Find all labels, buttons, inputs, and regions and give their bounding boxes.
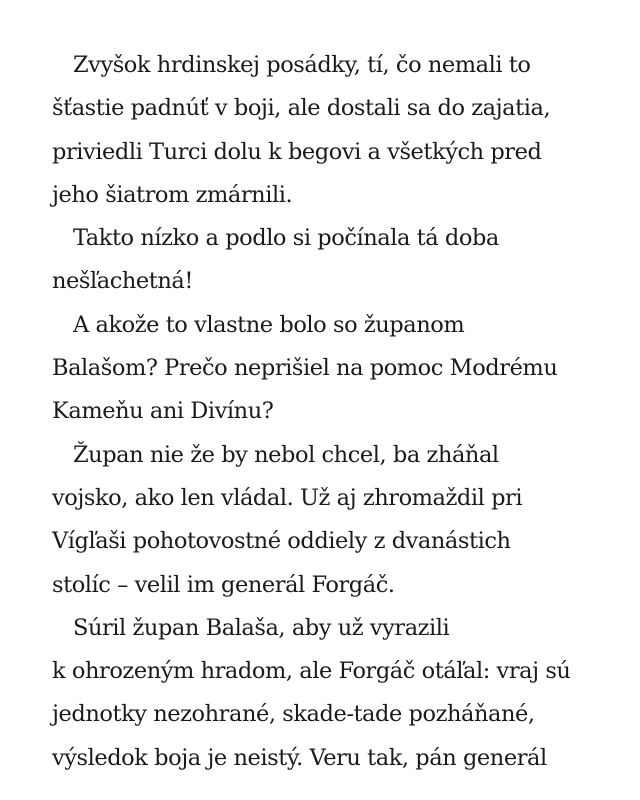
text-line: Vígľaši pohotovostné oddiely z dvanástich xyxy=(52,528,511,555)
text-line: Župan nie že by nebol chcel, ba zháňal xyxy=(73,441,499,468)
text-line: k ohrozeným hradom, ale Forgáč otáľal: vraj sú xyxy=(52,658,571,685)
text-line: šťastie padnúť v boji, ale dostali sa do zajatia, xyxy=(52,95,551,122)
text-line: Zvyšok hrdinskej posádky, tí, čo nemali to xyxy=(73,52,531,78)
text-line: Súril župan Balaša, aby už vyrazili xyxy=(73,614,450,641)
text-line: nešľachetná! xyxy=(52,268,193,295)
text-line: stolíc – velil im generál Forgáč. xyxy=(52,571,395,598)
page-text xyxy=(52,44,612,780)
text-line: jednotky nezohrané, skade-tade pozháňané, xyxy=(52,701,535,728)
text-line: jeho šiatrom zmárnili. xyxy=(52,181,293,208)
text-line: priviedli Turci dolu k begovi a všetkých pred xyxy=(52,138,542,165)
text-line: Takto nízko a podlo si počínala tá doba xyxy=(73,225,499,252)
text-line: výsledok boja je neistý. Veru tak, pán generál xyxy=(52,744,547,771)
text-line: Kameňu ani Divínu? xyxy=(52,398,274,425)
text-line: A akože to vlastne bolo so županom xyxy=(73,311,465,338)
text-line: Balašom? Prečo neprišiel na pomoc Modrému xyxy=(52,355,558,382)
text-line: vojsko, ako len vládal. Už aj zhromaždil pri xyxy=(52,484,523,511)
